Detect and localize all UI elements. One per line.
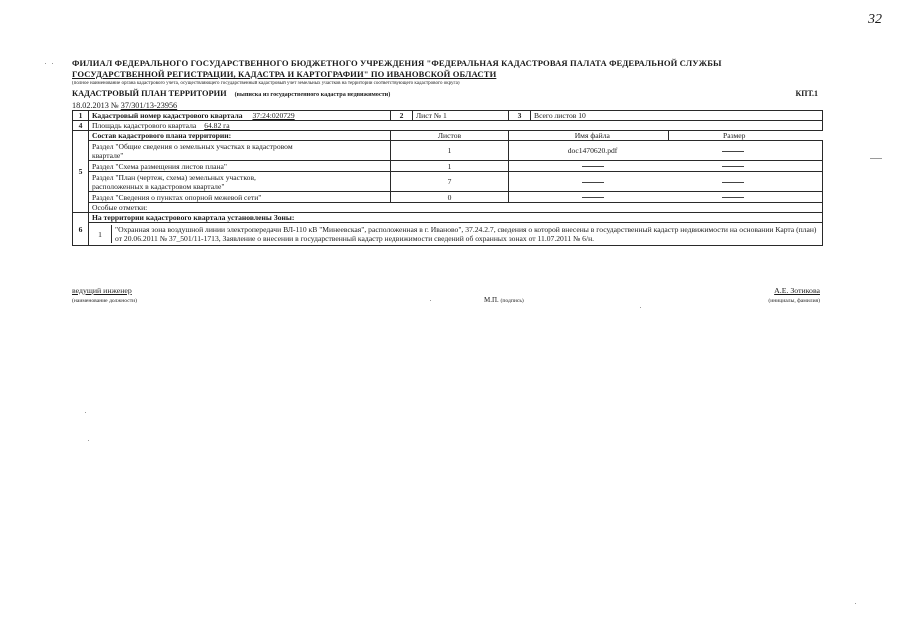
signer-name: А.Е. Зотикова <box>774 286 820 295</box>
organization-line-2: ГОСУДАРСТВЕННОЙ РЕГИСТРАЦИИ, КАДАСТРА И КАРТОГРАФИИ" ПО ИВАНОВСКОЙ ОБЛАСТИ <box>72 69 497 79</box>
scan-speck <box>855 603 856 604</box>
scan-speck <box>870 158 882 159</box>
scan-speck <box>45 63 46 64</box>
scan-speck <box>640 307 641 308</box>
registration-line <box>72 101 177 110</box>
document-title-main: КАДАСТРОВЫЙ ПЛАН ТЕРРИТОРИИ <box>72 89 227 98</box>
cadastral-table <box>72 110 823 246</box>
signer-position-note: (наименование должности) <box>72 298 138 304</box>
section-sheets: 7 <box>391 172 509 192</box>
table-row <box>73 161 823 172</box>
section-size <box>668 193 798 202</box>
empty-dash <box>722 197 744 198</box>
section-size <box>668 146 798 155</box>
stamp-note: (подпись) <box>500 298 524 304</box>
form-code: КПТ.1 <box>795 89 818 98</box>
section-name <box>89 141 391 161</box>
section-file <box>533 162 653 171</box>
section-file: doc1470620.pdf <box>567 146 618 155</box>
table-row <box>73 213 823 223</box>
registration-no-label: № <box>110 101 119 110</box>
composition-label: Состав кадастрового плана территории: <box>89 131 391 141</box>
row-number: 6 <box>73 213 89 246</box>
empty-dash <box>722 151 744 152</box>
table-row <box>73 192 823 203</box>
organization-line-1: ФИЛИАЛ ФЕДЕРАЛЬНОГО ГОСУДАРСТВЕННОГО БЮДЖЕТНОГО УЧРЕЖДЕНИЯ "ФЕДЕРАЛЬНАЯ КАДАСТРОВАЯ ПАЛАТА ФЕДЕРАЛЬНОЙ СЛУЖБЫ <box>72 58 722 68</box>
row-number: 4 <box>73 121 89 131</box>
column-header-sheets: Листов <box>391 131 509 141</box>
row-number: 5 <box>73 131 89 213</box>
section-file-size <box>509 192 823 203</box>
table-row <box>73 111 823 121</box>
column-header-file: Имя файла <box>574 131 610 140</box>
signer-position: ведущий инженер <box>72 286 132 295</box>
section-file-size <box>509 172 823 192</box>
table-row <box>73 141 823 161</box>
empty-dash <box>722 166 744 167</box>
quarter-number-cell <box>89 111 391 121</box>
section-size <box>668 162 798 171</box>
scan-speck <box>430 300 431 301</box>
section-size <box>668 177 798 186</box>
section-name-line: расположенных в кадастровом квартале" <box>92 181 225 191</box>
page-number: 32 <box>868 12 882 27</box>
table-row <box>73 223 823 246</box>
document-title-sub: (выписка из государственного кадастра недвижимости) <box>234 91 391 98</box>
table-row <box>73 203 823 213</box>
sheet-number: Лист № 1 <box>413 111 509 121</box>
quarter-number-label: Кадастровый номер кадастрового квартала <box>92 111 243 120</box>
file-size-header <box>509 131 823 141</box>
registration-date: 18.02.2013 <box>72 101 109 110</box>
section-name <box>89 172 391 192</box>
section-file-size <box>509 161 823 172</box>
table-row <box>73 121 823 131</box>
section-file-size <box>509 141 823 161</box>
row-number: 3 <box>509 111 531 121</box>
area-cell <box>89 121 823 131</box>
empty-dash <box>582 182 604 183</box>
stamp-area <box>484 296 524 304</box>
section-name-line: Раздел "План (чертеж, схема) земельных участков, <box>92 172 256 182</box>
section-sheets: 1 <box>391 141 509 161</box>
empty-dash <box>582 166 604 167</box>
section-name: Раздел "Сведения о пунктах опорной межевой сети" <box>89 192 391 203</box>
row-number: 1 <box>73 111 89 121</box>
section-name-line: квартале" <box>92 150 124 160</box>
area-label: Площадь кадастрового квартала <box>92 121 197 130</box>
section-file <box>533 193 653 202</box>
zone-number: 1 <box>98 229 102 239</box>
zone-text: "Охранная зона воздушной линии электропередачи ВЛ-110 кВ "Минеевская", расположенная в г. Иваново", 37.24.2.7, сведения о которой внесены в государственный кадастр недвижимости на основании Карта (план) от 20.06.2011 № 37_501/11-1713, Заявление о внесении в государственный кадастр недвижимости сведений об охранных зонах от 11.07.2011 № 6/н. <box>111 225 819 243</box>
zones-label: На территории кадастрового квартала установлены Зоны: <box>89 213 823 223</box>
empty-dash <box>722 182 744 183</box>
table-row <box>73 131 823 141</box>
zone-entry <box>89 225 819 243</box>
empty-dash <box>582 197 604 198</box>
section-name: Раздел "Схема размещения листов плана" <box>89 161 391 172</box>
total-sheets: Всего листов 10 <box>531 111 823 121</box>
scan-speck <box>52 63 53 64</box>
stamp-label: М.П. <box>484 296 499 304</box>
scan-speck <box>88 440 89 441</box>
zone-cell <box>89 223 823 246</box>
organization-header <box>72 58 822 80</box>
section-sheets: 1 <box>391 161 509 172</box>
organization-note: (полное наименование органа кадастрового учета, осуществляющего государственный кадастровый учет земельных участков на территории соответствующего кадастрового округа) <box>72 81 460 86</box>
section-name-line: Раздел "Общие сведения о земельных участках в кадастровом <box>92 141 293 151</box>
row-number: 2 <box>391 111 413 121</box>
registration-number: 37/301/13-23956 <box>120 101 178 110</box>
document-title <box>72 89 822 101</box>
scan-speck <box>85 412 86 413</box>
special-marks: Особые отметки: <box>89 203 823 213</box>
section-sheets: 0 <box>391 192 509 203</box>
area-value: 64.82 га <box>204 121 230 130</box>
table-row <box>73 172 823 192</box>
signer-name-note: (инициалы, фамилия) <box>768 298 820 304</box>
column-header-size: Размер <box>668 131 799 140</box>
quarter-number-value: 37:24:020729 <box>252 111 295 120</box>
section-file <box>533 177 653 186</box>
